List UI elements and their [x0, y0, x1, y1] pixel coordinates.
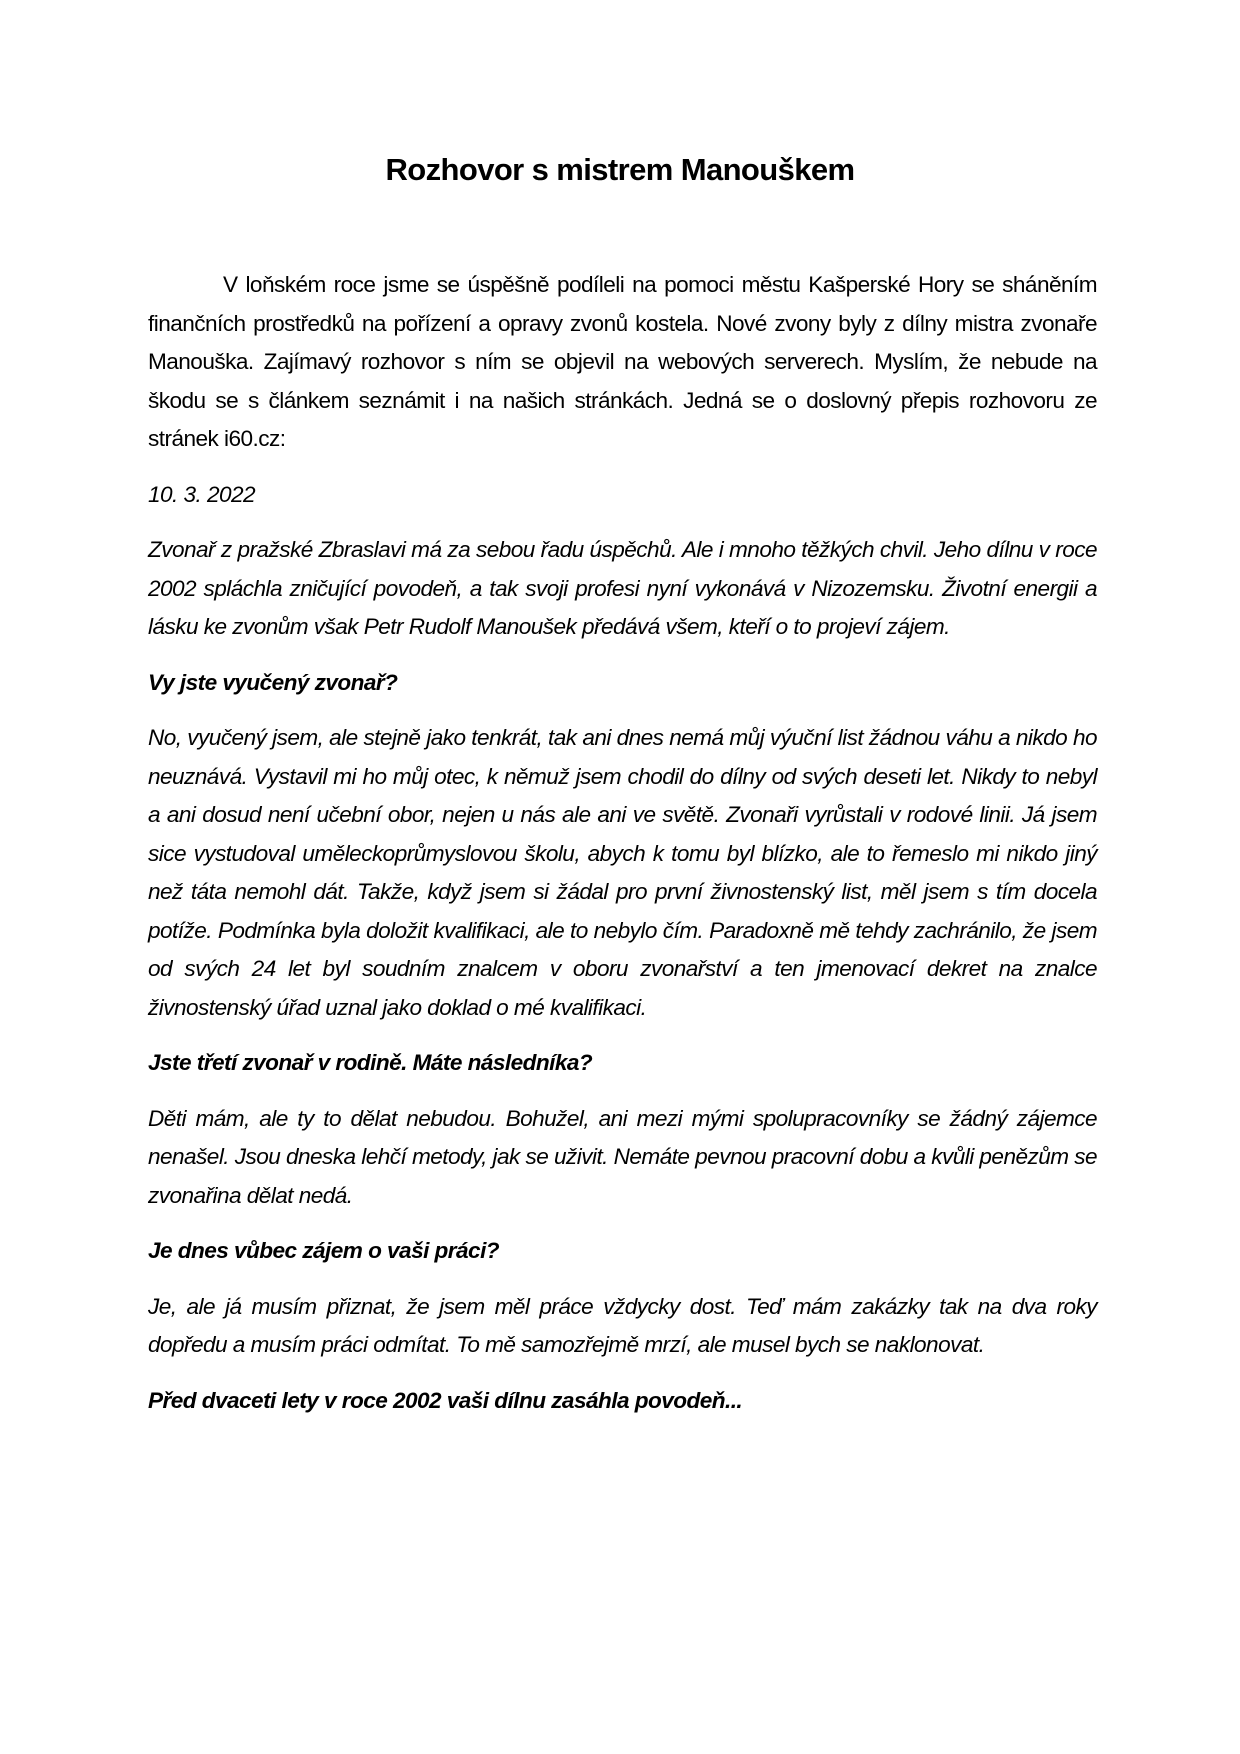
lead-paragraph: Zvonař z pražské Zbraslavi má za sebou řadu úspěchů. Ale i mnoho těžkých chvil. Jeho dílnu v roce 2002 spláchla zničující povodeň, a tak svoji profesi nyní vykonává v Nizozemsku. Životní energii a lásku ke zvonům však Petr Rudolf Manoušek předává všem, kteří o to projeví zájem.: [148, 537, 1097, 639]
article-body: [148, 266, 1097, 1420]
page-title: Rozhovor s mistrem Manouškem: [385, 152, 855, 187]
interview-question: Před dvaceti lety v roce 2002 vaši dílnu zasáhla povodeň...: [148, 1387, 743, 1413]
interview-question: Vy jste vyučený zvonař?: [148, 669, 398, 695]
intro-paragraph: V loňském roce jsme se úspěšně podíleli na pomoci městu Kašperské Hory se sháněním finančních prostředků na pořízení a opravy zvonů kostela. Nové zvony byly z dílny mistra zvonaře Manouška. Zajímavý rozhovor s ním se objevil na webových serverech. Myslím, že nebude na škodu se s článkem seznámit i na našich stránkách. Jedná se o doslovný přepis rozhovoru ze stránek i60.cz:: [148, 272, 1097, 451]
article-date: 10. 3. 2022: [148, 481, 256, 507]
interview-question: Je dnes vůbec zájem o vaši práci?: [148, 1238, 500, 1263]
interview-answer: Je, ale já musím přiznat, že jsem měl práce vždycky dost. Teď mám zakázky tak na dva roky dopředu a musím práci odmítat. To mě samozřejmě mrzí, ale musel bych se naklonovat.: [148, 1293, 1097, 1357]
interview-answer: Děti mám, ale ty to dělat nebudou. Bohužel, ani mezi mými spolupracovníky se žádný zájemce nenašel. Jsou dneska lehčí metody, jak se uživit. Nemáte pevnou pracovní dobu a kvůli penězům se zvonařina dělat nedá.: [148, 1105, 1098, 1208]
interview-question: Jste třetí zvonař v rodině. Máte následníka?: [148, 1050, 593, 1075]
interview-answer: No, vyučený jsem, ale stejně jako tenkrát, tak ani dnes nemá můj výuční list žádnou váhu a nikdo ho neuznává. Vystavil mi ho můj otec, k němuž jsem chodil do dílny od svých deseti let. Nikdy to nebyl a ani dosud není učební obor, nejen u nás ale ani ve světě. Zvonaři vyrůstali v rodové linii. Já jsem sice vystudoval uměleckoprůmyslovou školu, abych k tomu byl blízko, ale to řemeslo mi nikdo jiný než táta nemohl dát. Takže, když jsem si žádal pro první živnostenský list, měl jsem s tím docela potíže. Podmínka byla doložit kvalifikaci, ale to nebylo čím. Paradoxně mě tehdy zachránilo, že jsem od svých 24 let byl soudním znalcem v oboru zvonařství a ten jmenovací dekret na znalce živnostenský úřad uznal jako doklad o mé kvalifikaci.: [148, 725, 1097, 1020]
